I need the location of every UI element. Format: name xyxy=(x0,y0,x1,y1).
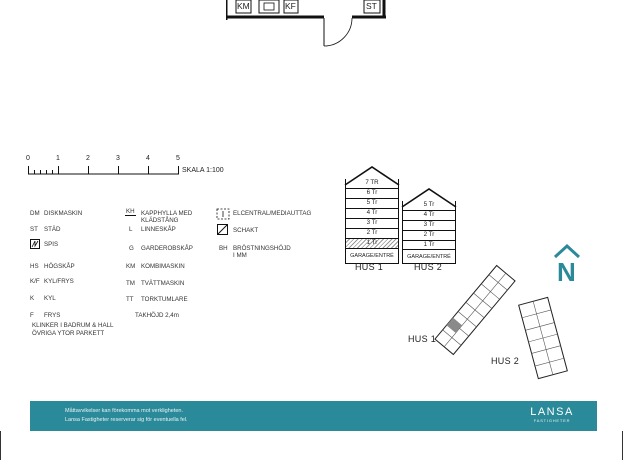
footer-banner xyxy=(30,401,597,431)
legend-text: KOMBIMASKIN xyxy=(141,263,185,270)
legend-text: STÄD xyxy=(44,226,61,233)
ceiling-height: TAKHÖJD 2,4m xyxy=(135,312,179,319)
legend-text: DISKMASKIN xyxy=(44,210,83,217)
site-hus-1-label: HUS 1 xyxy=(408,334,437,344)
floor-row: 4 Tr xyxy=(403,210,455,221)
floor-row: 4 Tr xyxy=(346,208,398,219)
legend-text: TORKTUMLARE xyxy=(141,296,188,303)
building-hus-1-section xyxy=(344,166,400,276)
legend-code: G xyxy=(129,245,134,252)
plan-label-kf: KF xyxy=(285,1,296,11)
legend-text: KYL xyxy=(44,295,56,302)
floor-plan-drawing xyxy=(226,0,386,50)
scale-bar xyxy=(26,155,236,185)
scale-tick-3: 3 xyxy=(116,155,120,162)
brand-subtitle: FASTIGHETER xyxy=(533,418,571,423)
scale-tick-0: 0 xyxy=(26,155,30,162)
scale-ruler xyxy=(28,164,183,176)
site-hus-2-label: HUS 2 xyxy=(491,356,520,366)
floor-row: 5 Tr xyxy=(346,198,398,209)
legend-text: KYL/FRYS xyxy=(44,278,74,285)
floor-row: 3 Tr xyxy=(403,220,455,231)
legend-text: SPIS xyxy=(44,241,59,248)
electrical-panel-icon xyxy=(216,208,230,220)
legend-text: TVÄTTMASKIN xyxy=(141,280,185,287)
legend-code-kh-icon: KH xyxy=(126,208,135,215)
site-plan xyxy=(408,255,600,395)
legend-code: KM xyxy=(126,263,136,270)
floor-material-note-1: KLINKER I BADRUM & HALL xyxy=(32,322,114,329)
page-edge-right xyxy=(622,431,623,460)
building-hus-2-label: HUS 2 xyxy=(414,262,443,272)
site-plan-drawing xyxy=(420,255,600,395)
legend-text: ELCENTRAL/MEDIAUTTAG xyxy=(233,210,312,217)
north-label: N xyxy=(557,257,576,287)
legend-text: KAPPHYLLA MED KLÄDSTÅNG xyxy=(141,210,193,224)
floor-row: 6 Tr xyxy=(346,188,398,199)
floor-plan-fragment xyxy=(226,0,386,50)
legend-text: BRÖSTNINGSHÖJD I MM xyxy=(233,245,291,259)
legend-text: GARDEROBSKÅP xyxy=(141,245,193,252)
floor-row: 1 Tr xyxy=(403,240,455,250)
scale-tick-2: 2 xyxy=(86,155,90,162)
floor-row: 2 Tr xyxy=(403,230,455,241)
stove-icon xyxy=(30,239,40,249)
legend-code: K xyxy=(30,295,35,302)
legend-code: K/F xyxy=(30,278,40,285)
floor-row-garage: GARAGE/ENTRÉ xyxy=(403,249,455,264)
floor-row: 5 Tr xyxy=(423,201,435,208)
legend-code: L xyxy=(129,226,133,233)
building-body xyxy=(345,179,399,264)
legend-code: DM xyxy=(30,210,40,217)
legend-code: BH xyxy=(219,245,228,252)
page-edge-left xyxy=(0,431,1,460)
legend-code: ST xyxy=(30,226,38,233)
legend-code: F xyxy=(30,312,34,319)
legend-code: TT xyxy=(126,296,134,303)
plan-label-km: KM xyxy=(237,1,250,11)
scale-tick-1: 1 xyxy=(56,155,60,162)
floor-row-highlighted: 1 Tr xyxy=(346,238,398,249)
legend-text: HÖGSKÅP xyxy=(44,263,75,270)
legend xyxy=(30,208,350,338)
legend-text: FRYS xyxy=(44,312,61,319)
legend-code: TM xyxy=(126,280,135,287)
scale-tick-5: 5 xyxy=(176,155,180,162)
floor-row: 7 TR xyxy=(365,179,379,186)
legend-text: SCHAKT xyxy=(233,227,259,234)
scale-tick-4: 4 xyxy=(146,155,150,162)
floor-row: 2 Tr xyxy=(346,228,398,239)
footer-disclaimer-2: Lansa Fastigheter reserverar sig för eventuella fel. xyxy=(65,417,188,423)
plan-label-st: ST xyxy=(366,1,377,11)
floor-row-garage: GARAGE/ENTRÉ xyxy=(346,248,398,264)
footer-disclaimer-1: Måttavvikelser kan förekomma mot verkligheten. xyxy=(65,408,183,414)
brand-logo xyxy=(522,406,582,423)
shaft-icon xyxy=(217,224,229,236)
floor-row: 3 Tr xyxy=(346,218,398,229)
scale-label: SKALA 1:100 xyxy=(182,167,224,174)
legend-text: LINNESKÅP xyxy=(141,226,176,233)
legend-code: HS xyxy=(30,263,39,270)
floor-material-note-2: ÖVRIGA YTOR PARKETT xyxy=(32,330,105,337)
brand-name: LANSA xyxy=(530,406,574,418)
building-hus-1-label: HUS 1 xyxy=(355,262,384,272)
